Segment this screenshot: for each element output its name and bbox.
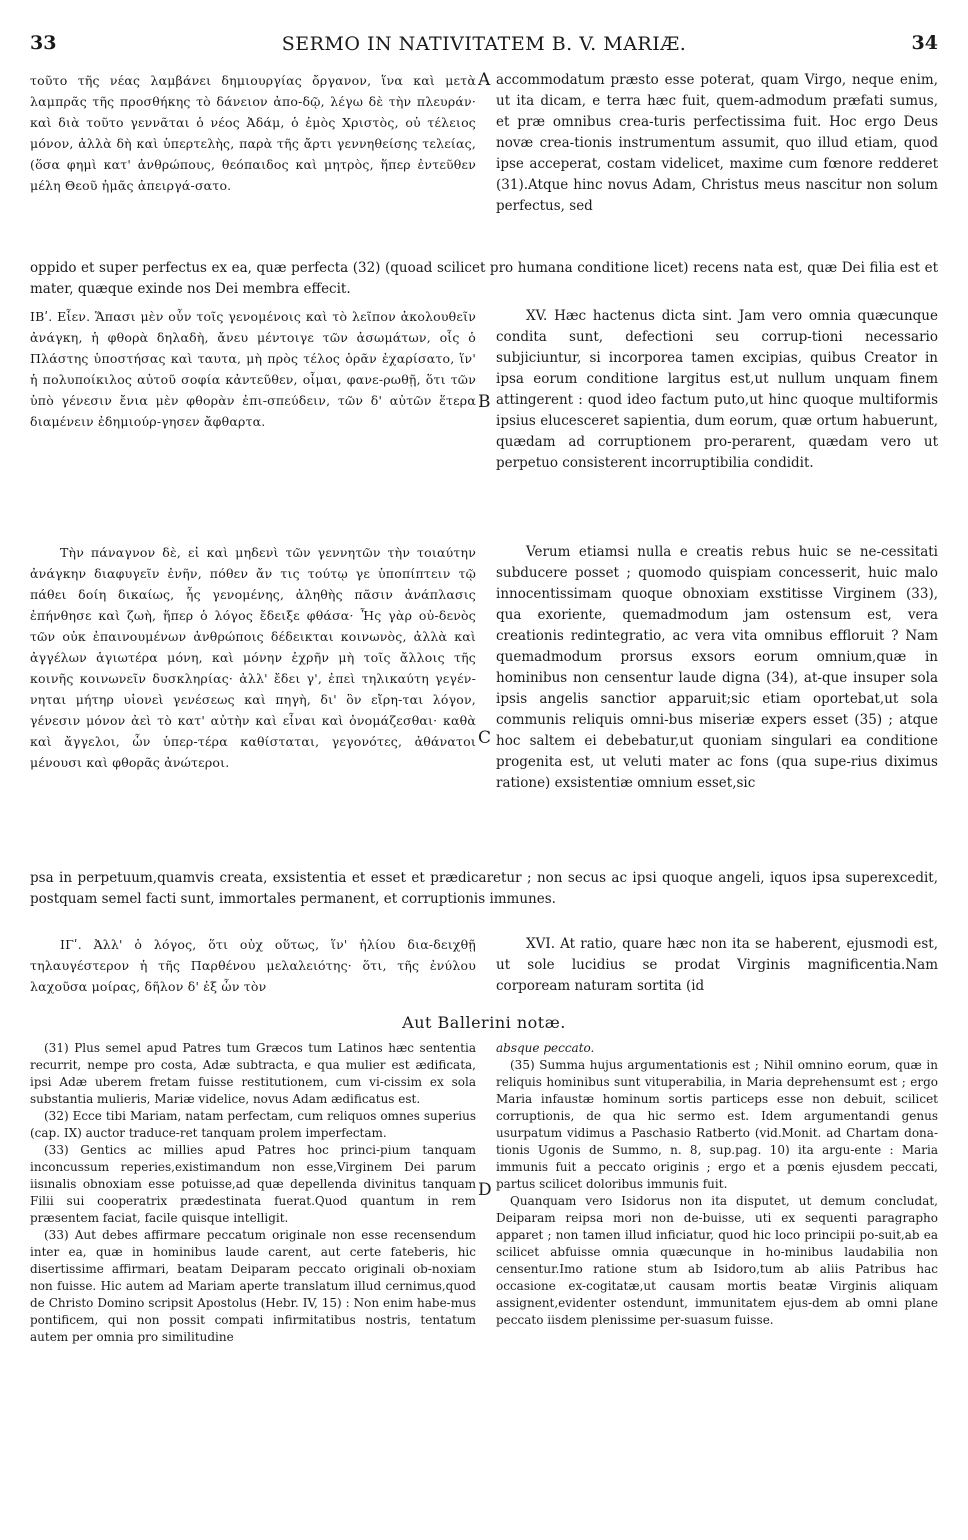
greek-column-2	[30, 306, 476, 432]
footnote: Quanquam vero Isidorus non ita disputet, ut demum concludat, Deiparam reipsa mori non de-buisse, uti ex sequenti paragrapho apparet ; non tamen illud inficiatur, quod hic loco principii po-suit,ab ea scilicet abfuisse omnia quæcunque in ho-minibus laudabilia non censentur.Imo ratione stum ab Isidoro,tum ab aliis Patribus hac occasione ex-cogitatæ,ut causam mortis beatæ Virginis aliquam assignent,evidenter ostendunt, immunitatem ejus-dem ab omni plane peccato iisdem plenissime per-suasum fuisse.	[496, 1194, 938, 1327]
latin-paragraph-full: psa in perpetuum,quamvis creata, exsistentia et esset et prædicaretur ; non secus ac ipsi quoque angeli, iquos ipsa superexcedit, postquam semel facti sunt, immortales permanent, et corruptionis immunes.	[30, 870, 938, 907]
latin-column-2	[496, 306, 938, 474]
latin-paragraph: XVI. At ratio, quare hæc non ita se haberent, ejusmodi est, ut sole lucidius se prodat Virginis magnificentia.Nam corpoream naturam sortita (id	[496, 936, 938, 994]
notes-column-left	[30, 1040, 476, 1346]
full-width-line-1	[30, 258, 938, 300]
greek-paragraph: ΙΓʹ. Ἀλλ' ὁ λόγος, ὅτι οὐχ οὕτως, ἵν' ἡλίου δια-δειχθῇ τηλαυγέστερον ἡ τῆς Παρθένου μελαλειότης· ὅτι, τῆς ἐνύλου λαχοῦσα μοίρας, δῆλον δ' ἐξ ὧν τὸν	[30, 937, 476, 994]
greek-column-4	[30, 934, 476, 997]
notes-heading: Aut Ballerini notæ.	[402, 1013, 566, 1032]
latin-column-1	[496, 70, 938, 217]
notes-column-right	[496, 1040, 938, 1329]
latin-paragraph-full: oppido et super perfectus ex ea, quæ perfecta (32) (quoad scilicet pro humana conditione licet) recens nata est, quæ Dei filia est et mater, quæque exinde nos Dei membra effecit.	[30, 260, 938, 297]
margin-letter-a: A	[478, 70, 491, 90]
footnote: (35) Summa hujus argumentationis est ; Nihil omnino eorum, quæ in reliquis hominibus sunt vituperabilia, in Maria deprehensumt est ; ergo Maria infaustæ hominum sortis particeps esse non debuit, scilicet corruptionis, de qua hic sermo est. Idem argumentandi genus usurpatum vidimus a Paschasio Ratberto (vid.Monit. ad Chartam dona-tionis Ugonis de Summo, n. 8, sup.pag. 10) ita argu-ente : Maria immunis fuit a peccato originis ; ergo et a pœnis ejusdem peccati, partus scilicet doloribus immunis fuit.	[496, 1058, 938, 1191]
greek-paragraph: Τὴν πάναγνον δὲ, εἰ καὶ μηδενὶ τῶν γεννητῶν τὴν τοιαύτην ἀνάγκην διαφυγεῖν ἐνῆν, πόθεν ἄν τις τούτῳ γε ὑποπίπτειν τῷ πάθει δοίη δικαίως, ἧς γενομένης, ἀληθὴς πᾶσιν ἀνάπλασις ἐπήνθησε καὶ ζωὴ, ἥπερ ὁ λόγος ἔδειξε φθάσα· Ἧς γὰρ οὐ-δενὸς τῶν οὐκ ἐπαινουμένων ἀνθρώποις δέδεικται κοινωνὸς, ἀλλὰ καὶ ἀγγέλων ἁγιωτέρα μόνη, καὶ μόνην ἐχρῆν μὴ τοῖς ἄλλοις τῆς κοινῆς κοινωνεῖν δυσκληρίας· ἀλλ' ἔδει γ', ἐπεὶ τηλικαύτη γεγέν-νηται μήτηρ υἱονεὶ γενέσεως καὶ πηγὴ, δι' ὃν εἴρη-ται λόγον, γένεσιν μόνον ἀεὶ τὸ κατ' αὐτὴν καὶ εἶναι καὶ ὀνομάζεσθαι· καθὰ καὶ ἄγγελοι, ὧν ὑπερ-τέρα καθίσταται, γεγονότες, ἀθάνατοι μένουσι καὶ φθορᾶς ἀνώτεροι.	[30, 545, 476, 770]
page-number-right: 34	[911, 32, 938, 54]
full-width-line-3	[30, 868, 938, 910]
latin-column-4	[496, 934, 938, 997]
footnote: (33) Gentics ac millies apud Patres hoc princi-pium tanquam inconcussum reperies,existimandum non esse,Virginem Dei parum iisınalis obnoxiam esse potuisse,ad quæ depellenda divinitus tanquam Filii sui cooperatrix prædestinata fuerat.Quod quantum in rem præsentem faciat, facile quisque intelligit.	[30, 1143, 476, 1225]
latin-paragraph: XV. Hæc hactenus dicta sint. Jam vero omnia quæcunque condita sunt, defectioni seu corrup-tioni necessario subjiciuntur, si incorporea tamen excipias, quibus Creator in ipsa eorum conditione largitus est,ut nullum unquam finem attingerent : quod ideo factum puto,ut hinc quoque multiformis ipsius elucesceret sapientia, dum eorum, quæ ortum habuerunt, quædam ad corruptionem pro-perarent, quædam vero ut perpetuo consisterent incorruptibilia condidit.	[496, 308, 938, 471]
latin-column-3	[496, 542, 938, 794]
page-number-left: 33	[30, 32, 57, 54]
footnote: (31) Plus semel apud Patres tum Græcos tum Latinos hæc sententia recurrit, nempe pro costa, Adæ subtracta, e qua mulier est ædificata, ipsi Adæ uberem fretam fuisse restitutionem, cum vi-cissim ex sola substantia mulieris, Mariæ videlice, novus Adam ædificatus est.	[30, 1041, 476, 1106]
margin-letter-b: B	[478, 392, 491, 412]
margin-letter-d: D	[478, 1180, 492, 1200]
footnote: (32) Ecce tibi Mariam, natam perfectam, cum reliquos omnes superius (cap. IX) auctor traduce-ret tanquam prolem imperfectam.	[30, 1109, 476, 1140]
latin-paragraph: Verum etiamsi nulla e creatis rebus huic se ne-cessitati subducere posset ; quomodo quispiam concesserit, huic malo innocentissimam quoque obnoxiam exstitisse Virginem (33), qua exoriente, quemadmodum jam ostensum est, vera creationis redintegratio, ac vera vita omnibus effloruit ? Nam quemadmodum prorsus exsors eorum omnium,quæ in hominibus non censentur laude digna (34), at-que insuper sola ipsis angelis sanctior apparuit;sic etiam oportebat,ut sola communis reliquis omni-bus miseriæ expers esset (35) ; atque hoc saltem ei debebatur,ut quoniam singulari ea conditione progenita est, ut veluti mater ac fons (qua supe-rius diximus ratione) exsistentiæ omnium esset,sic	[496, 544, 938, 791]
footnote-continuation: absque peccato.	[496, 1041, 595, 1055]
greek-paragraph: ΙΒʹ. Εἶεν. Ἅπασι μὲν οὖν τοῖς γενομένοις καὶ τὸ λεῖπον ἀκολουθεῖν ἀνάγκη, ἡ φθορὰ δηλαδὴ, ἄνευ μέντοιγε τῶν ἀσωμάτων, οἷς ὁ Πλάστης ὑποστήσας καὶ ταυτα, μὴ πρὸς τέλος ὁρᾶν ἐχαρίσατο, ἵν' ἡ πολυποίκιλος αὐτοῦ σοφία κἀντεῦθεν, οἶμαι, φανε-ρωθῇ, ὅτι τῶν ὑπὸ γένεσιν ἔνια μὲν φθορὰν ἐπι-σπεύδειν, τῶν δ' αὐτῶν ἕτερα διαμένειν ἐδημιούρ-γησεν ἄφθαρτα.	[30, 309, 476, 429]
footnote: (33) Aut debes affirmare peccatum originale non esse recensendum inter ea, quæ in hominibus laude carent, aut certe fateberis, hic disertissime affirmari, beatam Deiparam peccato originali ob-noxiam non fuisse. Hic autem ad Mariam aperte translatum illud cernimus,quod de Christo Domino scripsit Apostolus (Hebr. IV, 15) : Non enim habe-mus pontificem, qui non possit compati infirmitatibus nostris, tentatum autem per omnia pro similitudine	[30, 1228, 476, 1344]
latin-paragraph: accommodatum præsto esse poterat, quam Virgo, neque enim, ut ita dicam, e terra hæc fuit, quem-admodum præfati sumus, et præ omnibus crea-turis perfectissima fuit. Hoc ergo Deus novæ crea-tionis instrumentum assumit, quo illud etiam, quod ipse acceperat, costam videlicet, maxime cum fœnore redderet (31).Atque hinc novus Adam, Christus meus nascitur non solum perfectus, sed	[496, 72, 938, 214]
running-header	[30, 32, 938, 58]
running-title: SERMO IN NATIVITATEM B. V. MARIÆ.	[281, 33, 687, 55]
greek-column-1	[30, 70, 476, 196]
greek-column-3	[30, 542, 476, 773]
margin-letter-c: C	[478, 728, 492, 748]
greek-paragraph: τοῦτο τῆς νέας λαμβάνει δημιουργίας ὄργανον, ἵνα καὶ μετὰ λαμπρᾶς τῆς προσθήκης τὸ δάνειον ἀπο-δῷ, λέγω δὲ τὴν πλευράν· καὶ διὰ τοῦτο γεννᾶται ὁ νέος Ἀδάμ, ὁ ἐμὸς Χριστὸς, οὐ τέλειος μόνον, ἀλλὰ δὴ καὶ ὑπερτελὴς, παρὰ τῆς ἄρτι γεννηθείσης τελείας, (ὅσα φημὶ κατ' ἀνθρώπους, θεόπαιδος καὶ μητρὸς, ἥπερ ἐντεῦθεν μέλη Θεοῦ ἡμᾶς ἀπειργά-σατο.	[30, 73, 476, 193]
